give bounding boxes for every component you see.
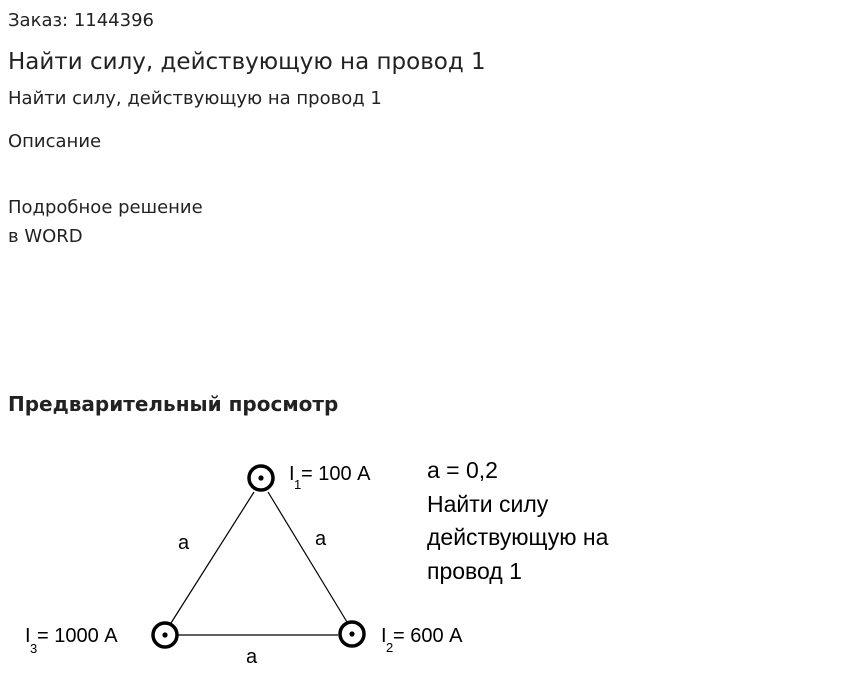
triangle-side-right [268, 492, 347, 622]
note-line: действующую на [427, 524, 609, 550]
wire-3-current: = 1000 А [37, 625, 118, 647]
wire-3-label [25, 625, 118, 656]
wire-3-symbol [153, 623, 177, 647]
page-title: Найти силу, действующую на провод 1 [8, 49, 486, 75]
description-heading: Описание [8, 131, 102, 152]
side-label-bottom: a [246, 646, 258, 668]
wire-1-symbol-letter: I [289, 463, 295, 485]
description-line: Подробное решение [8, 197, 203, 218]
wire-2-label [381, 625, 463, 655]
note-line: провод 1 [427, 558, 522, 584]
side-label-right: a [315, 528, 327, 550]
wire-1-current: = 100 А [301, 463, 371, 485]
wire-2-symbol-letter: I [381, 625, 387, 647]
page-subtitle: Найти силу, действующую на провод 1 [8, 88, 382, 109]
preview-heading: Предварительный просмотр [8, 392, 339, 416]
note-line: Найти силу [427, 491, 549, 517]
triangle-side-left [171, 492, 254, 623]
problem-note [427, 457, 609, 584]
wire-1-label [289, 463, 371, 492]
wire-3-subscript: 3 [30, 641, 38, 656]
wire-triangle-diagram [0, 440, 847, 681]
order-number: Заказ: 1144396 [8, 10, 154, 31]
side-label-left: a [178, 532, 190, 554]
note-line: а = 0,2 [427, 457, 498, 483]
description-body [8, 193, 203, 251]
description-line: в WORD [8, 226, 83, 247]
wire-2-symbol [340, 622, 364, 646]
wire-2-current: = 600 А [393, 625, 463, 647]
preview-image [0, 440, 847, 681]
wire-3-symbol-letter: I [25, 625, 31, 647]
wire-2-subscript: 2 [386, 640, 394, 655]
wire-1-subscript: 1 [294, 477, 302, 492]
wire-1-symbol [249, 466, 273, 490]
